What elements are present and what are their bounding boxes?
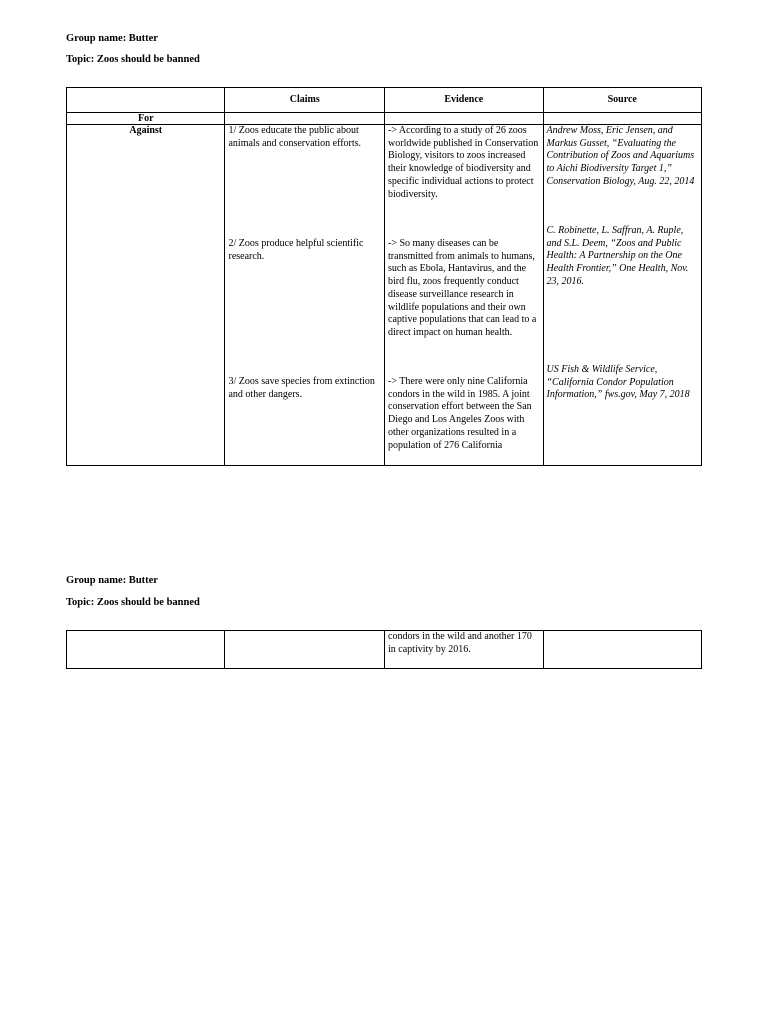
header-evidence: Evidence [385,88,543,113]
claim-2: 2/ Zoos produce helpful scientific research. [228,238,364,262]
page-2 [0,540,768,1024]
source-cell [543,125,702,466]
source-2: C. Robinette, L. Saffran, A. Ruple, and S.L. Deem, “Zoos and Public Health: A Partnership on the One Health Frontier,” One Health, Nov. 23, 2016. [546,225,689,287]
claims-cell [225,125,385,466]
continued-evidence: condors in the wild and another 170 in captivity by 2016. [385,631,543,669]
for-evidence-cell [385,113,543,125]
claim-3: 3/ Zoos save species from extinction and other dangers. [228,376,375,400]
continued-row [67,631,702,669]
evidence-3: -> There were only nine California condors in the wild in 1985. A joint conservation effort between the San Diego and Los Angeles Zoos with other organizations resulted in a population of 276 California [388,376,532,451]
against-label: Against [129,125,163,136]
topic-2: Topic: Zoos should be banned [66,597,200,608]
topic: Topic: Zoos should be banned [66,54,200,65]
for-label: For [67,113,225,125]
evidence-cell [385,125,543,466]
for-row [67,113,702,125]
continued-claim-cell [225,631,385,669]
continued-source-cell [543,631,702,669]
evidence-1: -> According to a study of 26 zoos worldwide published in Conservation Biology, visitors to zoos increased their knowledge of biodiversity and specific individual actions to protect biodiversity. [388,125,539,200]
against-cell [67,125,225,466]
for-source-cell [543,113,702,125]
header-source: Source [543,88,702,113]
evidence-2: -> So many diseases can be transmitted from animals to humans, such as Ebola, Hantavirus, and the bird flu, zoos frequently conduct disease surveillance research in wildlife populations and their own captive populations that can lead to a direct impact on human health. [388,238,537,338]
source-1: Andrew Moss, Eric Jensen, and Markus Gusset, “Evaluating the Contribution of Zoos and Aquariums to Aichi Biodiversity Target 1,” Conservation Biology, Aug. 22, 2014 [546,125,695,187]
claims-table [66,87,702,466]
header-blank [67,88,225,113]
for-claim-cell [225,113,385,125]
continued-table [66,630,702,669]
claim-1: 1/ Zoos educate the public about animals and conservation efforts. [228,125,362,149]
continued-side-cell [67,631,225,669]
group-name: Group name: Butter [66,33,158,44]
header-claims: Claims [225,88,385,113]
table-header-row [67,88,702,113]
source-3: US Fish & Wildlife Service, “California Condor Population Information,” fws.gov, May 7, 2018 [546,364,690,401]
against-row [67,125,702,466]
group-name-2: Group name: Butter [66,575,158,586]
